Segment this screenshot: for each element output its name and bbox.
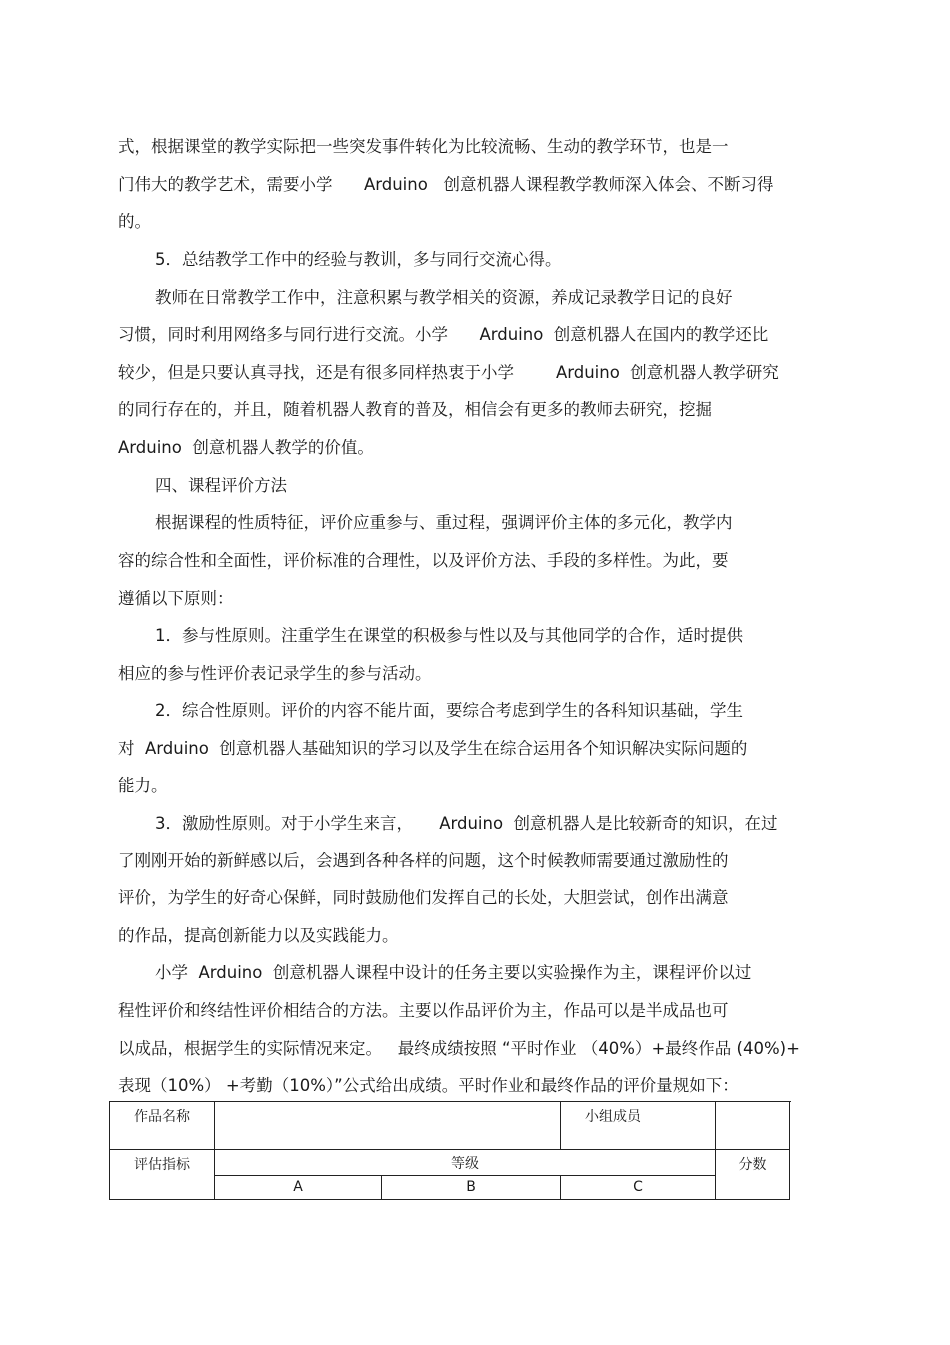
text-line: 根据课程的性质特征，评价应重参与、重过程，强调评价主体的多元化，教学内 [155,513,733,532]
grade-c: C [633,1179,643,1195]
grade-a-cell [215,1176,382,1200]
grade-b: B [466,1179,476,1195]
criteria-label-cell [110,1150,215,1200]
work-name-value [215,1102,560,1106]
text-line: 的作品，提高创新能力以及实践能力。 [118,926,399,945]
score-label: 分数 [738,1157,767,1173]
criteria-label: 评估指标 [134,1157,190,1173]
text-line: 5．总结教学工作中的经验与教训，多与同行交流心得。 [155,250,562,269]
text-line: 四、课程评价方法 [155,476,287,495]
group-members-label-cell [561,1102,716,1150]
text-line: 程性评价和终结性评价相结合的方法。主要以作品评价为主，作品可以是半成品也可 [118,1001,729,1020]
text-line: 对 Arduino 创意机器人基础知识的学习以及学生在综合运用各个知识解决实际问题的 [118,739,748,758]
score-label-cell [716,1150,790,1200]
text-line: 习惯，同时利用网络多与同行进行交流。小学 Arduino 创意机器人在国内的教学还比 [118,325,769,344]
text-line: 小学 Arduino 创意机器人课程中设计的任务主要以实验操作为主，课程评价以过 [155,963,752,982]
group-members-value [716,1102,789,1106]
text-line: 表现（10%） +考勤（10%）”公式给出成绩。平时作业和最终作品的评价量规如下： [118,1076,739,1095]
text-line: 式，根据课堂的教学实际把一些突发事件转化为比较流畅、生动的教学环节，也是一 [118,137,729,156]
text-line: 的。 [118,212,151,231]
text-line: 能力。 [118,776,168,795]
grade-label: 等级 [451,1156,479,1172]
text-line: 1．参与性原则。注重学生在课堂的积极参与性以及与其他同学的合作，适时提供 [155,626,743,645]
grade-b-cell [382,1176,561,1200]
text-line: 相应的参与性评价表记录学生的参与活动。 [118,664,432,683]
text-line: 教师在日常教学工作中，注意积累与教学相关的资源，养成记录教学日记的良好 [155,288,733,307]
grade-header-cell [215,1150,716,1176]
text-line: 门伟大的教学艺术，需要小学 Arduino 创意机器人课程教学教师深入体会、不断习得 [118,175,774,194]
text-line: 了刚刚开始的新鲜感以后，会遇到各种各样的问题，这个时候教师需要通过激励性的 [118,851,729,870]
text-line: 遵循以下原则： [118,589,234,608]
text-line: 的同行存在的，并且，随着机器人教育的普及，相信会有更多的教师去研究，挖掘 [118,400,712,419]
text-line: 以成品，根据学生的实际情况来定。 最终成绩按照 “平时作业 （40%）+最终作品 (40%)+ [118,1039,800,1058]
text-line: 3．激励性原则。对于小学生来言， Arduino 创意机器人是比较新奇的知识，在过 [155,814,778,833]
grade-a: A [293,1179,303,1195]
group-members-label: 小组成员 [585,1109,642,1125]
work-name-value-cell [215,1102,561,1150]
evaluation-rubric-table [109,1101,790,1200]
group-members-value-cell [716,1102,790,1150]
work-name-label-cell [110,1102,215,1150]
grade-c-cell [561,1176,716,1200]
text-line: 容的综合性和全面性，评价标准的合理性，以及评价方法、手段的多样性。为此，要 [118,551,729,570]
text-line: 较少，但是只要认真寻找，还是有很多同样热衷于小学 Arduino 创意机器人教学研究 [118,363,779,382]
text-line: 2．综合性原则。评价的内容不能片面，要综合考虑到学生的各科知识基础，学生 [155,701,743,720]
text-line: 评价，为学生的好奇心保鲜，同时鼓励他们发挥自己的长处，大胆尝试，创作出满意 [118,888,729,907]
work-name-label: 作品名称 [134,1109,190,1125]
text-line: Arduino 创意机器人教学的价值。 [118,438,374,457]
